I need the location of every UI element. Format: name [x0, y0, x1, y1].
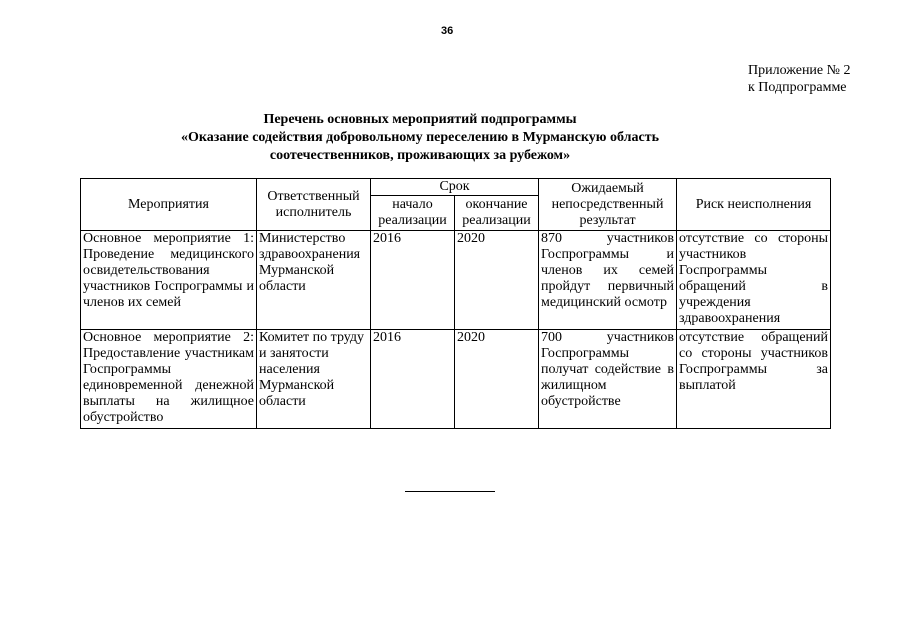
header-activities: Мероприятия: [81, 179, 257, 231]
table-header-row: [81, 179, 831, 196]
table-row: [81, 231, 831, 330]
header-start: начало реализации: [371, 196, 455, 231]
cell-result: 700 участников Госпрограммы получат содействие в жилищном обустройстве: [539, 330, 677, 429]
appendix-note: [748, 62, 851, 96]
title-line-1: Перечень основных мероприятий подпрограммы: [263, 112, 577, 127]
title-line-2: «Оказание содействия добровольному переселению в Мурманскую область: [181, 130, 659, 145]
cell-end: 2020: [455, 231, 539, 330]
cell-result: 870 участников Госпрограммы и членов их семей пройдут первичный медицинский осмотр: [539, 231, 677, 330]
cell-activity: Основное мероприятие 1: Проведение медицинского освидетельствования участников Госпрограммы и членов их семей: [81, 231, 257, 330]
header-result: Ожидаемый непосредственный результат: [539, 179, 677, 231]
table-row: [81, 330, 831, 429]
cell-start: 2016: [371, 330, 455, 429]
activities-table: [80, 178, 831, 429]
cell-risk: отсутствие со стороны участников Госпрограммы обращений в учреждения здравоохранения: [677, 231, 831, 330]
header-risk: Риск неисполнения: [677, 179, 831, 231]
cell-start: 2016: [371, 231, 455, 330]
cell-responsible: Министерство здравоохранения Мурманской области: [257, 231, 371, 330]
cell-risk: отсутствие обращений со стороны участников Госпрограммы за выплатой: [677, 330, 831, 429]
document-title: [150, 111, 690, 165]
cell-activity: Основное мероприятие 2: Предоставление участникам Госпрограммы единовременной денежной выплаты на жилищное обустройство: [81, 330, 257, 429]
appendix-line-2: к Подпрограмме: [748, 80, 847, 95]
header-end: окончание реализации: [455, 196, 539, 231]
title-line-3: соотечественников, проживающих за рубежом»: [269, 148, 571, 163]
header-responsible: Ответственный исполнитель: [257, 179, 371, 231]
header-term: Срок: [371, 179, 539, 196]
page-number: 36: [441, 25, 454, 37]
cell-responsible: Комитет по труду и занятости населения Мурманской области: [257, 330, 371, 429]
footer-rule: [405, 491, 495, 492]
cell-end: 2020: [455, 330, 539, 429]
appendix-line-1: Приложение № 2: [748, 63, 851, 78]
